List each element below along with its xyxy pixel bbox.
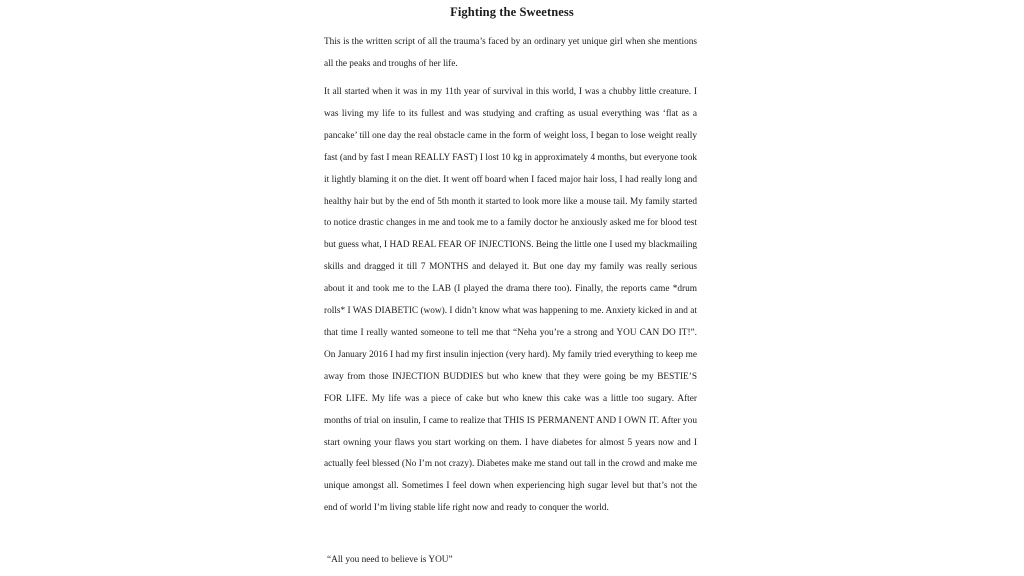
closing-quote: “All you need to believe is YOU” <box>327 555 453 565</box>
document-title: Fighting the Sweetness <box>450 5 574 19</box>
body-paragraph: It all started when it was in my 11th year of survival in this world, I was a chubby little creature. I was living my life to its fullest and was studying and crafting as usual everything was ‘flat as a pancake’ till one day the real obstacle came in the form of weight loss, I began to lose weight really fast (and by fast I mean REALLY FAST) I lost 10 kg in approximately 4 months, but everyone took it lightly blaming it on the diet. It went off board when I faced major hair loss, I had really long and healthy hair but by the end of 5th month it started to look more like a mouse tail. My family started to notice drastic changes in me and took me to a family doctor he anxiously asked me for blood test but guess what, I HAD REAL FEAR OF INJECTIONS. Being the little one I used my blackmailing skills and dragged it till 7 MONTHS and delayed it. But one day my family was really serious about it and took me to the LAB (I played the drama there too). Finally, the reports came *drum rolls* I WAS DIABETIC (wow). I didn’t know what was happening to me. Anxiety kicked in and at that time I really wanted someone to tell me that “Neha you’re a strong and YOU CAN DO IT!”. On January 2016 I had my first insulin injection (very hard). My family tried everything to keep me away from those INJECTION BUDDIES but who knew that they were going be my BESTIE’S FOR LIFE. My life was a piece of cake but who knew this cake was a little too sugary. After months of trial on insulin, I came to realize that THIS IS PERMANENT AND I OWN IT. After you start owning your flaws you start working on them. I have diabetes for almost 5 years now and I actually feel blessed (No I’m not crazy). Diabetes make me stand out tall in the crowd and make me unique amongst all. Sometimes I feel down when experiencing high sugar level but that’s not the end of world I’m living stable life right now and ready to conquer the world. <box>324 87 697 514</box>
intro-paragraph: This is the written script of all the trauma’s faced by an ordinary yet unique girl when she mentions all the peaks and troughs of her life. <box>324 37 697 69</box>
